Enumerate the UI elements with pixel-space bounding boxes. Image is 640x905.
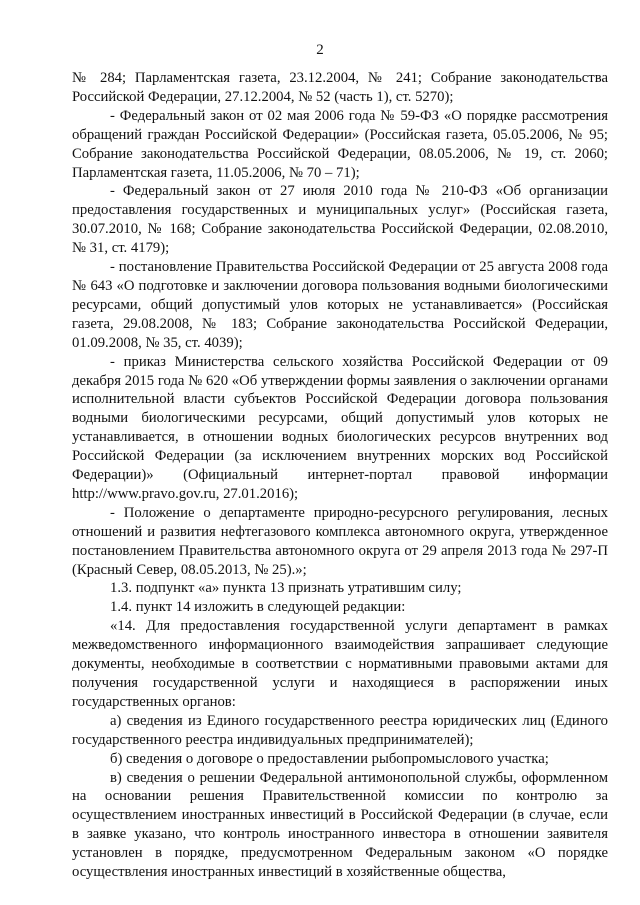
paragraph: - постановление Правительства Российской Федерации от 25 августа 2008 года № 643 «О подготовке и заключении договора пользования водными биологическими ресурсами, общий допустимый улов которых не устанавливается» (Российская газета, 29.08.2008, № 183; Собрание законодательства Российской Федерации, 01.09.2008, № 35, ст. 4039);	[72, 259, 608, 351]
paragraph: 1.3. подпункт «а» пункта 13 признать утратившим силу;	[110, 580, 462, 597]
paragraph: 1.4. пункт 14 изложить в следующей редакции:	[110, 599, 406, 616]
paragraph: б) сведения о договоре о предоставлении рыбопромыслового участка;	[110, 750, 549, 767]
paragraph: в) сведения о решении Федеральной антимонопольной службы, оформленном на основании решения Правительственной комиссии по контролю за осуществлением иностранных инвестиций в Российской Федерации (в случае, если в заявке указано, что контроль иностранного инвестора в отношении заявителя установлен в порядке, предусмотренном Федеральным законом «О порядке осуществления иностранных инвестиций в хозяйственные общества,	[72, 769, 608, 881]
page-number: 2	[316, 42, 324, 58]
paragraph: «14. Для предоставления государственной услуги департамент в рамках межведомственного информационного взаимодействия запрашивает следующие документы, необходимые в соответствии с нормативными правовыми актами для получения государственной услуги и находящиеся в распоряжении иных государственных органов:	[72, 618, 608, 710]
paragraph: - Федеральный закон от 02 мая 2006 года № 59-ФЗ «О порядке рассмотрения обращений граждан Российской Федерации» (Российская газета, 05.05.2006, № 95; Собрание законодательства Российской Федерации, 08.05.2006, № 19, ст. 2060; Парламентская газета, 11.05.2006, № 70 – 71);	[72, 107, 608, 181]
paragraph: № 284; Парламентская газета, 23.12.2004, № 241; Собрание законодательства Российской Федерации, 27.12.2004, № 52 (часть 1), ст. 5270);	[72, 70, 608, 105]
paragraph: - Положение о департаменте природно-ресурсного регулирования, лесных отношений и развития нефтегазового комплекса автономного округа, утвержденное постановлением Правительства автономного округа от 29 апреля 2013 года № 297-П (Красный Север, 08.05.2013, № 25).»;	[72, 504, 608, 578]
paragraph: а) сведения из Единого государственного реестра юридических лиц (Единого государственного реестра индивидуальных предпринимателей);	[72, 712, 608, 748]
paragraph: - приказ Министерства сельского хозяйства Российской Федерации от 09 декабря 2015 года № 620 «Об утверждении формы заявления о заключении органами исполнительной власти субъектов Российской Федерации договора пользования водными биологическими ресурсами, общий допустимый улов которых не устанавливается, в отношении водных биологических ресурсов внутренних вод Российской Федерации (за исключением внутренних морских вод Российской Федерации)» (Официальный интернет-портал правовой информации http://www.pravo.gov.ru, 27.01.2016);	[72, 353, 608, 502]
paragraph: - Федеральный закон от 27 июля 2010 года № 210-ФЗ «Об организации предоставления государственных и муниципальных услуг» (Российская газета, 30.07.2010, № 168; Собрание законодательства Российской Федерации, 02.08.2010, № 31, ст. 4179);	[72, 183, 608, 257]
document-body	[72, 69, 608, 882]
